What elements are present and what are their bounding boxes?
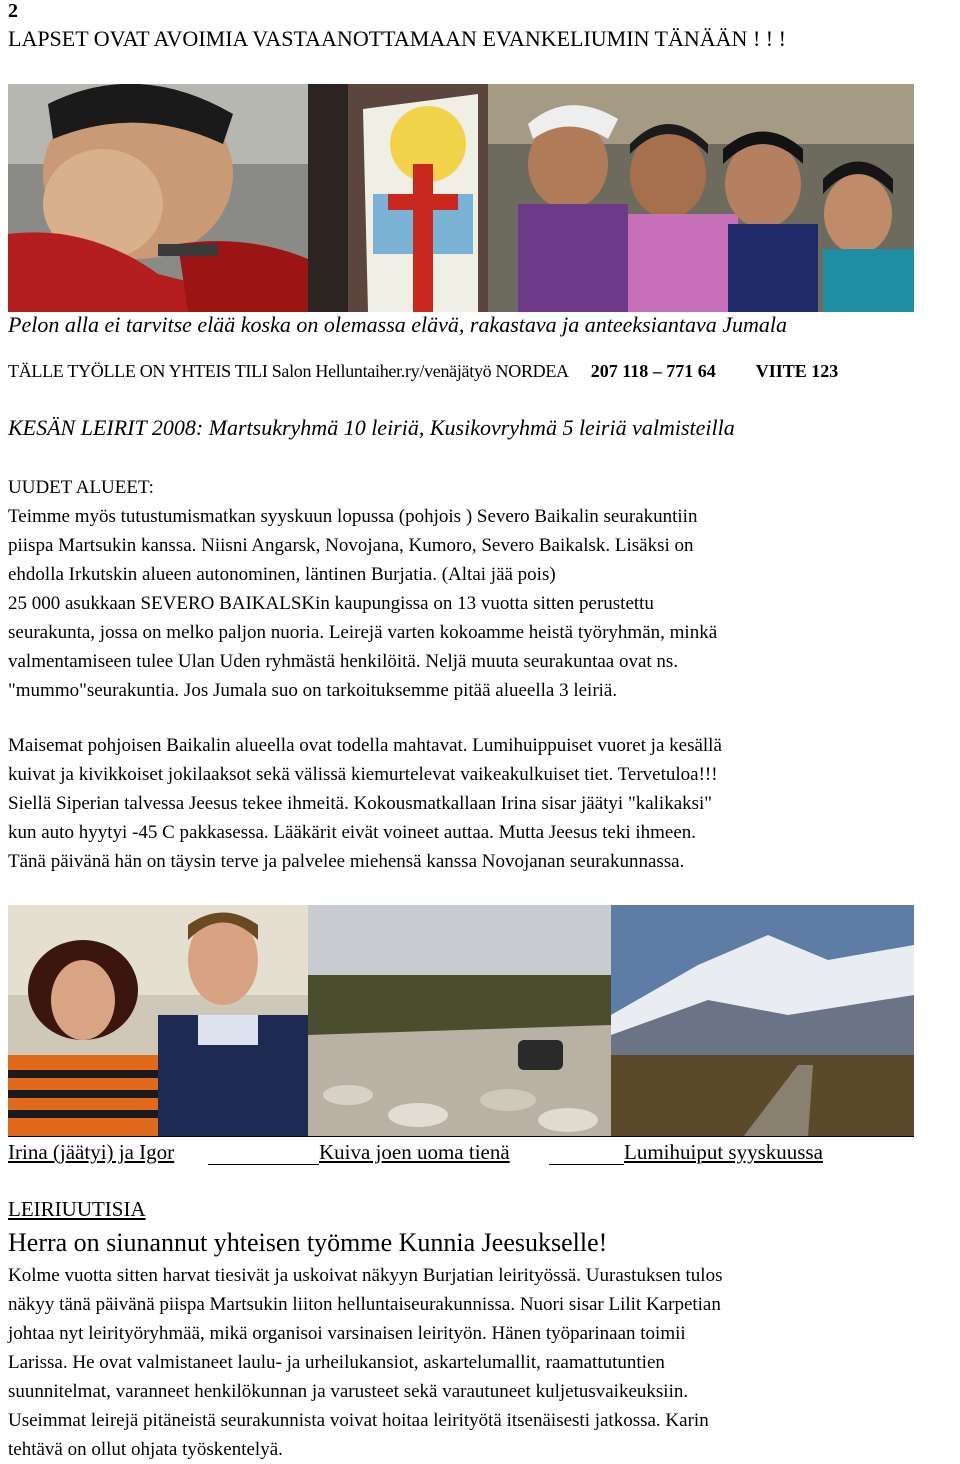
text-line: piispa Martsukin kanssa. Niisni Angarsk, Novojana, Kumoro, Severo Baikalsk. Lisäksi on [8,535,694,556]
text-line: "mummo"seurakuntia. Jos Jumala suo on tarkoituksemme pitää alueella 3 leiriä. [8,680,618,701]
page-number: 2 [8,0,18,22]
text-line: Larissa. He ovat valmistaneet laulu- ja urheilukansiot, askartelumallit, raamattutuntien [8,1352,665,1373]
text-line: 25 000 asukkaan SEVERO BAIKALSKin kaupungissa on 13 vuotta sitten perustettu [8,593,654,614]
text-line: valmentamiseen tulee Ulan Uden ryhmästä henkilöitä. Neljä muuta seurakuntaa ovat ns. [8,651,679,672]
bank-account-line [8,361,838,382]
text-line: kuivat ja kivikkoiset jokilaaksot sekä välissä kiemurtelevat vaikeakulkuiset tiet. Tervetuloa!!! [8,764,718,785]
text-line: Tänä päivänä hän on täysin terve ja palvelee miehensä kanssa Novojanan seurakunnassa. [8,851,685,872]
camp-news-subtitle: Herra on siunannut yhteisen työmme Kunnia Jeesukselle! [8,1228,608,1257]
text-line: kun auto hyytyi -45 C pakkasessa. Lääkärit eivät voineet auttaa. Mutta Jeesus teki ihmeen. [8,822,697,843]
text-line: seurakunta, jossa on melko paljon nuoria. Leirejä varten kokoamme heistä työryhmän, minkä [8,622,718,643]
landscape-photo-strip [8,905,914,1137]
landscape-paragraph [8,731,956,876]
couple-photo [8,905,308,1137]
camp-news-title: LEIRIUUTISIA [8,1197,146,1221]
account-number: 207 118 – 771 64 [590,361,716,381]
praying-children-photo [488,84,914,312]
text-line: Useimmat leirejä pitäneistä seurakunnista voivat hoitaa leirityötä itsenäisesti jatkossa. Karin [8,1410,709,1431]
text-line: suunnitelmat, varanneet henkilökunnan ja varusteet sekä varautuneet kuljetusvaikeuksiin. [8,1381,689,1402]
new-areas-paragraph [8,502,956,705]
caption-underline [549,1164,624,1165]
text-line: näkyy tänä päivänä piispa Martsukin liiton helluntaiseurakunnissa. Nuori sisar Lilit Karpetian [8,1294,721,1315]
account-reference: VIITE 123 [755,361,839,381]
caption-underline [208,1164,319,1165]
new-areas-heading: UUDET ALUEET: [8,477,154,498]
text-line: ehdolla Irkutskin alueen autonominen, läntinen Burjatia. (Altai jää pois) [8,564,556,585]
caption-divider [8,1136,914,1137]
photo-caption-riverbed: Kuiva joen uoma tienä [319,1140,510,1164]
text-line: johtaa nyt leirityöryhmää, mikä organisoi varsinaisen leirityön. Hänen työparinaan toimii [8,1323,686,1344]
text-line: Teimme myös tutustumismatkan syyskuun lopussa (pohjois ) Severo Baikalin seurakuntiin [8,506,698,527]
photo-caption-peaks: Lumihuiput syyskuussa [624,1140,823,1164]
photo-caption: Pelon alla ei tarvitse elää koska on olemassa elävä, rakastava ja anteeksiantava Jumala [8,312,788,337]
children-photo-collage [8,84,914,312]
summer-camps-title: KESÄN LEIRIT 2008: Martsukryhmä 10 leiriä, Kusikovryhmä 5 leiriä valmisteilla [8,415,735,440]
boy-photo [8,84,308,312]
dry-riverbed-photo [308,905,611,1137]
text-line: tehtävä on ollut ohjata työskentelyä. [8,1439,283,1460]
book-photo [308,84,488,312]
text-line: Kolme vuotta sitten harvat tiesivät ja uskoivat näkyyn Burjatian leirityössä. Uurastuksen tulos [8,1265,723,1286]
page-headline: LAPSET OVAT AVOIMIA VASTAANOTTAMAAN EVANKELIUMIN TÄNÄÄN ! ! ! [8,26,786,51]
photo-caption-couple: Irina (jäätyi) ja Igor [8,1140,175,1164]
account-text: TÄLLE TYÖLLE ON YHTEIS TILI Salon Helluntaiher.ry/venäjätyö NORDEA [8,361,569,381]
snowy-peaks-photo [611,905,914,1137]
camp-news-paragraph [8,1261,956,1464]
text-line: Siellä Siperian talvessa Jeesus tekee ihmeitä. Kokousmatkallaan Irina sisar jäätyi "kalikaksi" [8,793,713,814]
text-line: Maisemat pohjoisen Baikalin alueella ovat todella mahtavat. Lumihuippuiset vuoret ja kesällä [8,735,722,756]
